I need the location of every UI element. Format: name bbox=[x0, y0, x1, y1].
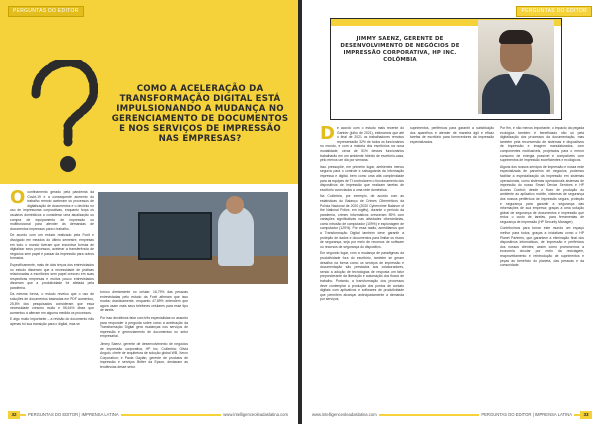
interviewee-title: JIMMY SAENZ, GERENTE DE DESENVOLVIMENTO DE NEGÓCIOS DE IMPRESSÃO CORPORATIVA, HP INC. COLÔMBIA bbox=[340, 36, 460, 63]
paragraph: Da mesma forma, o estudo revelou que o uso de soluções de documentos baseadas em PDF aumentou, 25,8% dos pesquisados consideram que essa necessidade cresceu muito e 55,64% disse que aumentou a alteram em alguma medida os processos. bbox=[10, 292, 94, 315]
interviewee-portrait bbox=[478, 20, 554, 114]
left-column-2 bbox=[100, 290, 188, 370]
section-tag: PERGUNTAS DO EDITOR bbox=[8, 6, 84, 17]
page-number: 33 bbox=[580, 411, 592, 419]
paragraph: Alguns dos nossos serviços de impressão e nossa rede especializada de parceiros de negócios, podemos facilitar a especialização da impressão em sistemas operacionais, como sistemas operacionais sistemas de impressão do nosso Smart Device Services e HP Access Control; desde o fluxo de produção do ambiente ao aplicativo mobile, sistemas de segurança dos nossos periféricos de impressão segura, proteção e segurança para garantir a segurança das informações de sua empresa; graças a uma solução global de segurança de documentos e impressão que reduz o custo de tarefas, para ferramentas de segurança de impressão (HP Security Manager). bbox=[500, 164, 584, 224]
left-page bbox=[0, 0, 298, 424]
footer-publication: PERGUNTAS DO EDITOR | IMPRENSA LATINA bbox=[481, 412, 572, 417]
paragraph: Jimmy Saenz, gerente de desenvolvimento de negócios de impressão corporativa, HP Inc. Colômbia; Olivia Angulo, chefe de arquitetura de solução global WB, Xerox Corporation; e Paula Gaytán, gerente de produtos de impressão e serviços Britter da Epson, destacam as tendências desse setor. bbox=[100, 341, 188, 369]
footer-publication: PERGUNTAS DO EDITOR | IMPRENSA LATINA bbox=[28, 412, 119, 417]
paragraph: Contribuímos para tornar este mundo um espaço melhor para todos, graças a iniciativas como o HP Planet Partners, que garantem a eliminação final dos dispositivos informáticos, de impressão e periféricos dos nossos clientes; assim como promovemos a economia circular por meio da reciclagem, reaproveitamento e reintrodução de suprimentos e peças ao benefício do planeta, das pessoas e da comunidade. bbox=[500, 226, 584, 268]
page-number: 32 bbox=[8, 411, 20, 419]
footer-website: www.intelligenceoleadaslatina.com bbox=[312, 412, 377, 417]
paragraph: Isso pressupõe, em primeiro lugar, ambientes menos seguros para o controle e salvaguarda da informação impressa e digital, bem como uma alta complexidade para as equipes de TI controlarem o funcionamento dos dispositivos de impressão que realizam tarefas de escritório conectados a uma rede doméstica. bbox=[320, 164, 405, 192]
right-column-2 bbox=[410, 126, 494, 144]
photo-person bbox=[218, 206, 254, 266]
photo-laptop bbox=[138, 212, 212, 260]
dropcap: D bbox=[320, 123, 335, 144]
article-headline: COMO A ACELERAÇÃO DA TRANSFORMAÇÃO DIGITAL ESTÁ IMPULSIONANDO A MUDANÇA NO GERENCIAMENTO DE DOCUMENTOS E NOS SERVIÇOS DE IMPRESSÃO NAS EMPRESAS? bbox=[111, 84, 289, 144]
paragraph: Na Colômbia, por exemplo, de acordo com as estatísticas do Balanço de Crimes Cibernéticos da Polícia Nacional de 2020 (2020 Cybercrime Balance of the National Police, em inglês), durante o período da pandemia, crimes informáticos cresceram 89% com variações significativas nas atividades ciberantárias, como intrusão de computador (109%) e espionagem de computador (125%). Por essa razão, acreditamos que a Transformação Digital também deve garantir a proteção de dados e documentos para limitar os riscos de segurança, seja por meio de recursos de software ou recursos de segurança do dispositivo. bbox=[320, 194, 404, 249]
right-footer bbox=[310, 411, 592, 419]
article-photo bbox=[98, 192, 288, 284]
left-footer bbox=[8, 411, 290, 419]
right-column-3 bbox=[500, 126, 584, 268]
dropcap: O bbox=[10, 187, 26, 208]
footer-website: www.intelligenceoleadaslatina.com bbox=[223, 412, 288, 417]
paragraph: e acordo com o estudo mais recente do Gartner (julho de 2021), estimamos que até o final de 2021 os trabalhadores remotos representarão 32% de todos os funcionários no mundo, e com a maioria dos escritórios na nova modalidade, cerca de 51% desses funcionários trabalharão em um ambiente híbrido de escritório-casa, pelo menos um dia por semana. bbox=[320, 126, 404, 163]
question-mark-graphic bbox=[28, 60, 98, 180]
paragraph: Por fim, e não menos importante, o impacto da pegada ecológica também é beneficiado não só pela digitalização dos processos da documentação, mas também pela reconversão de sistemas e dispositivos de impressão e imagem manufaturados, com componentes multiusíveis, projetados para o menor consumo de energia possível e compatíveis com suprimentos de impressão ecoeficientes e ecológicos. bbox=[500, 126, 584, 163]
right-column-1 bbox=[320, 123, 405, 302]
paragraph: suprimentos, periféricos para garantir a substituição dos aparelhos e atender de maneira ágil e eficaz tarefas de escritório para fornecedores da impressão especializados. bbox=[410, 126, 494, 144]
paragraph: De acordo com um estudo realizado pela Foxit e divulgado em meados do último semestre, empresas em todo o mundo tiveram que encontrar formas de digitalizar seus processos, acelerar a transferência de negócios sem papel e passar da impressão para outros formatos. bbox=[10, 233, 94, 261]
paragraph: E algo muito importante – a revisão do documento não apenas foi sua transição para o digital, mas se bbox=[10, 317, 94, 327]
section-tag: PERGUNTAS DO EDITOR bbox=[516, 6, 592, 17]
paragraph: Especificamente, mais de dois terços dos entrevistados no estudo disseram que a necessidade de práticas relacionadas a escritórios sem papel cresceu em suas respectivas empresas e muitos pouco entrevistados disseram que a produtividade foi afetada pela pandemia. bbox=[10, 262, 94, 290]
paragraph: confinamento gerado pela pandemia da Covid-19 e a consequente aumento do trabalho remoto aceleram os processos de digitalização de documentos e o declínio no uso de impressoras corporativas, enquanto força os usuários domésticos a considerar uma atualização ou compra de equipamento de impressão ou multifuncional para atender às demandas de documentos impressos para o trabalho. bbox=[10, 190, 94, 231]
portrait-hair bbox=[499, 30, 533, 44]
left-column-1 bbox=[10, 187, 94, 327]
paragraph: Em segundo lugar, com a mudança de paradigmas da produtividade fora do escritório, também se geram desafios na forma como os serviços de impressão e documentação são prestados aos colaboradores, sendo a adoção de tecnologias de resposta um fator preponderante da liberação e automação dos fluxos de trabalho. Portanto, a transformação dos processos deve contemplar a produção dos pontos de contato digitais com aplicativos e softwares de produtividade que permitem alcançar antecipadamente a demanda por serviços, bbox=[320, 251, 404, 302]
paragraph: tornou diretamente no celular: 16,79% das pessoas entrevistadas pelo estudo da Foxit afirmam que isso mudou drasticamente, enquanto 47,89% entendem que agora usam mais seus telefones celulares para esse tipo de tarefa. bbox=[100, 290, 188, 313]
paragraph: Por isso decidimos falar com três especialistas no assunto para responder à pergunta sobre como a aceleração da Transformação Digital gera mudanças nos serviços de impressão e gerenciamento de documentos no setor empresarial. bbox=[100, 315, 188, 339]
photo-desk bbox=[98, 256, 288, 284]
right-page bbox=[302, 0, 600, 424]
photo-person-head bbox=[226, 196, 244, 214]
